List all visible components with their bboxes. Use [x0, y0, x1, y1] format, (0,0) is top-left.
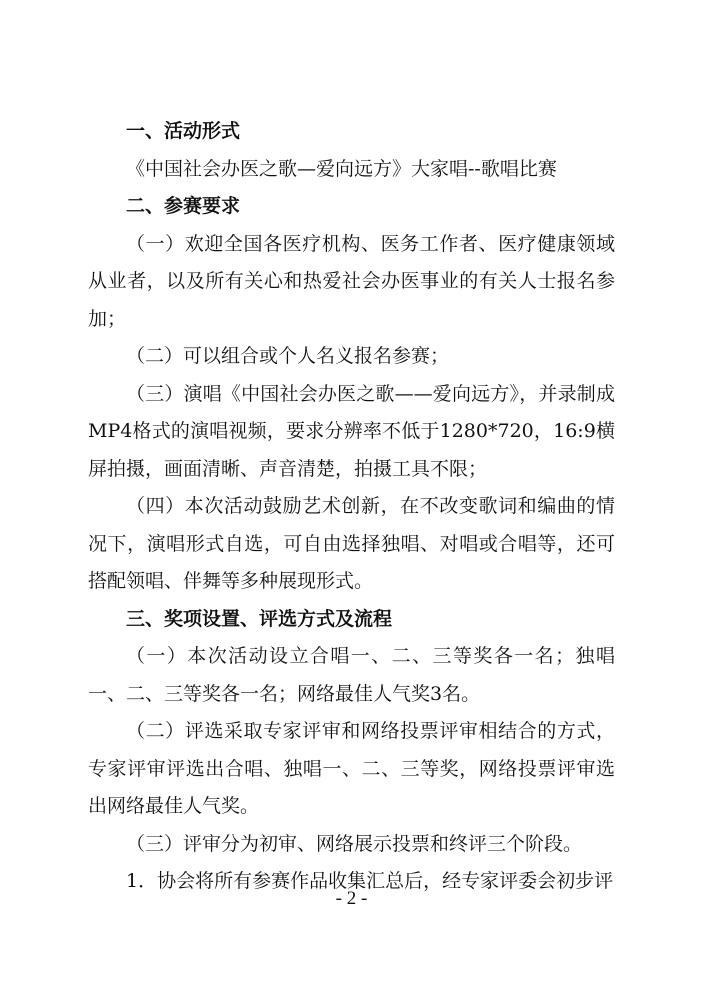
paragraph-requirement-4: （四）本次活动鼓励艺术创新，在不改变歌词和编曲的情况下，演唱形式自选，可自由选择独唱、对唱或合唱等，还可搭配领唱、伴舞等多种展现形式。: [88, 495, 615, 592]
section-heading-awards: 三、奖项设置、评选方式及流程: [126, 607, 393, 630]
paragraph-requirement-3: （三）演唱《中国社会办医之歌——爱向远方》，并录制成MP4格式的演唱视频，要求分辨率不低于1280*720，16:9横屏拍摄，画面清晰、声音清楚，拍摄工具不限；: [88, 382, 615, 480]
section-heading-requirements: 二、参赛要求: [126, 195, 241, 217]
paragraph-awards-3: （三）评审分为初审、网络展示投票和终评三个阶段。: [126, 832, 583, 855]
paragraph-requirement-2: （二）可以组合或个人名义报名参赛；: [126, 345, 450, 367]
document-body: [88, 113, 615, 901]
paragraph-awards-2: （二）评选采取专家评审和网络投票评审相结合的方式，专家评审评选出合唱、独唱一、二、三等奖，网络投票评审选出网络最佳人气奖。: [88, 720, 615, 817]
paragraph-activity-title: 《中国社会办医之歌—爱向远方》大家唱--歌唱比赛: [126, 157, 557, 180]
page-number: - 2 -: [335, 888, 368, 909]
section-heading-activity-form: 一、活动形式: [126, 120, 241, 142]
paragraph-requirement-1: （一）欢迎全国各医疗机构、医务工作者、医疗健康领域从业者，以及所有关心和热爱社会办医事业的有关人士报名参加；: [88, 232, 615, 330]
paragraph-review-step-1: 1．协会将所有参赛作品收集汇总后，经专家评委会初步评: [126, 870, 614, 892]
paragraph-awards-1: （一）本次活动设立合唱一、二、三等奖各一名；独唱一、二、三等奖各一名；网络最佳人气奖3名。: [88, 645, 615, 705]
